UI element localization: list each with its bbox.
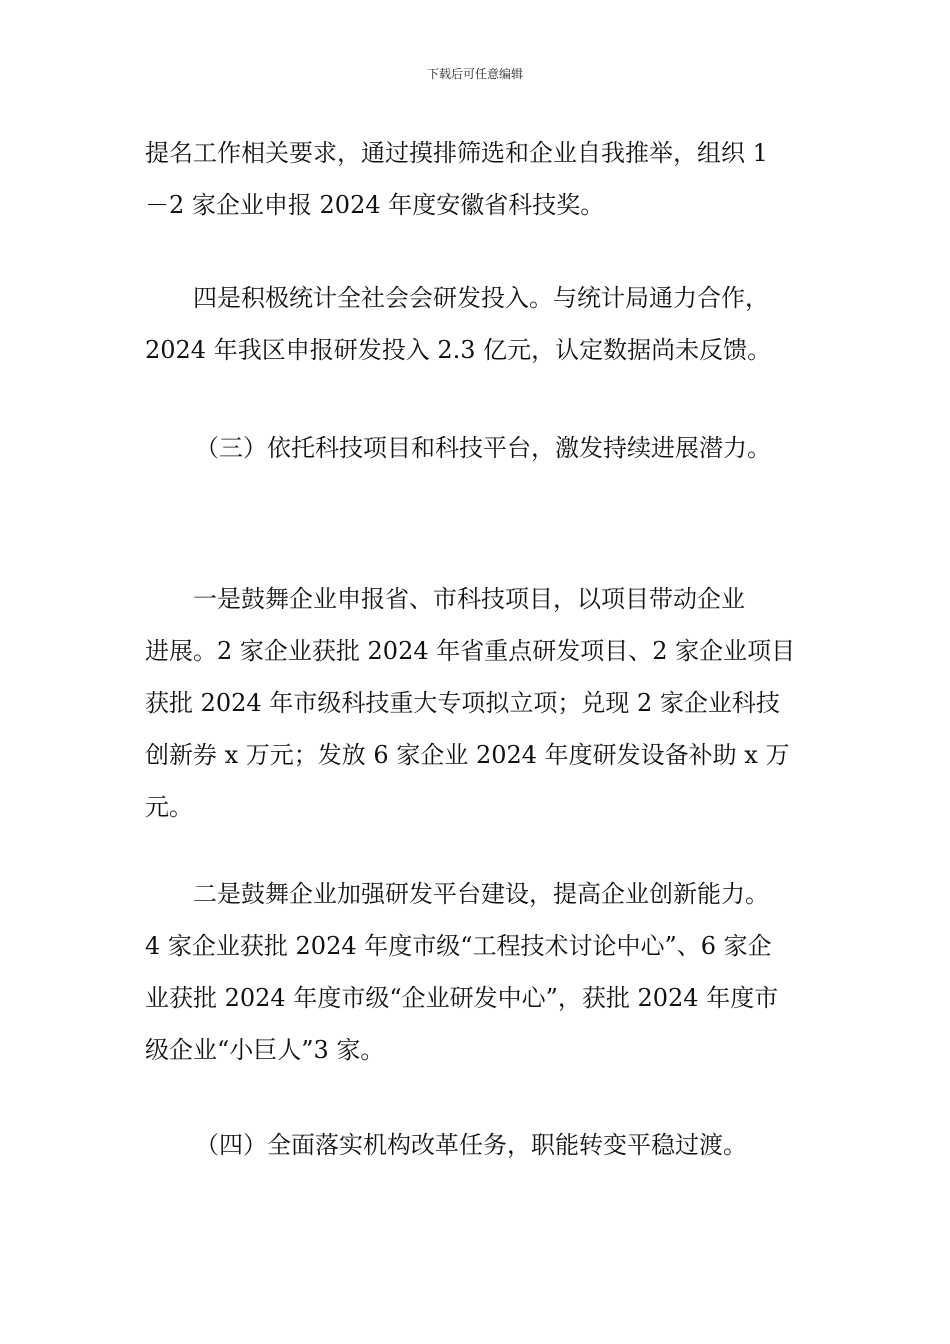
text-line: 元。	[145, 793, 193, 821]
paragraph-rd-investment	[145, 272, 825, 376]
paragraph-platforms	[145, 868, 825, 1076]
section-heading-4: （四）全面落实机构改革任务，职能转变平稳过渡。	[195, 1131, 747, 1159]
page-header: 下载后可任意编辑	[426, 67, 523, 81]
text-line: 一是鼓舞企业申报省、市科技项目，以项目带动企业	[145, 585, 745, 613]
text-line: －2 家企业申报 2024 年度安徽省科技奖。	[145, 191, 605, 219]
paragraph-nomination	[145, 127, 825, 231]
text-line: 二是鼓舞企业加强研发平台建设，提高企业创新能力。	[145, 880, 769, 908]
text-line: 业获批 2024 年度市级“企业研发中心”，获批 2024 年度市	[145, 984, 779, 1012]
text-line: 4 家企业获批 2024 年度市级“工程技术讨论中心”、6 家企	[145, 932, 772, 960]
text-line: 提名工作相关要求，通过摸排筛选和企业自我推举，组织 1	[145, 139, 768, 167]
text-line: 进展。2 家企业获批 2024 年省重点研发项目、2 家企业项目	[145, 637, 796, 665]
text-line: 获批 2024 年市级科技重大专项拟立项；兑现 2 家企业科技	[145, 689, 780, 717]
text-line: 创新券 x 万元；发放 6 家企业 2024 年度研发设备补助 x 万	[145, 741, 790, 769]
section-heading-3: （三）依托科技项目和科技平台，激发持续进展潜力。	[195, 434, 771, 462]
text-line: 四是积极统计全社会会研发投入。与统计局通力合作，	[145, 284, 769, 312]
paragraph-projects	[145, 573, 825, 833]
text-line: 级企业“小巨人”3 家。	[145, 1036, 385, 1064]
text-line: 2024 年我区申报研发投入 2.3 亿元，认定数据尚未反馈。	[145, 336, 772, 364]
